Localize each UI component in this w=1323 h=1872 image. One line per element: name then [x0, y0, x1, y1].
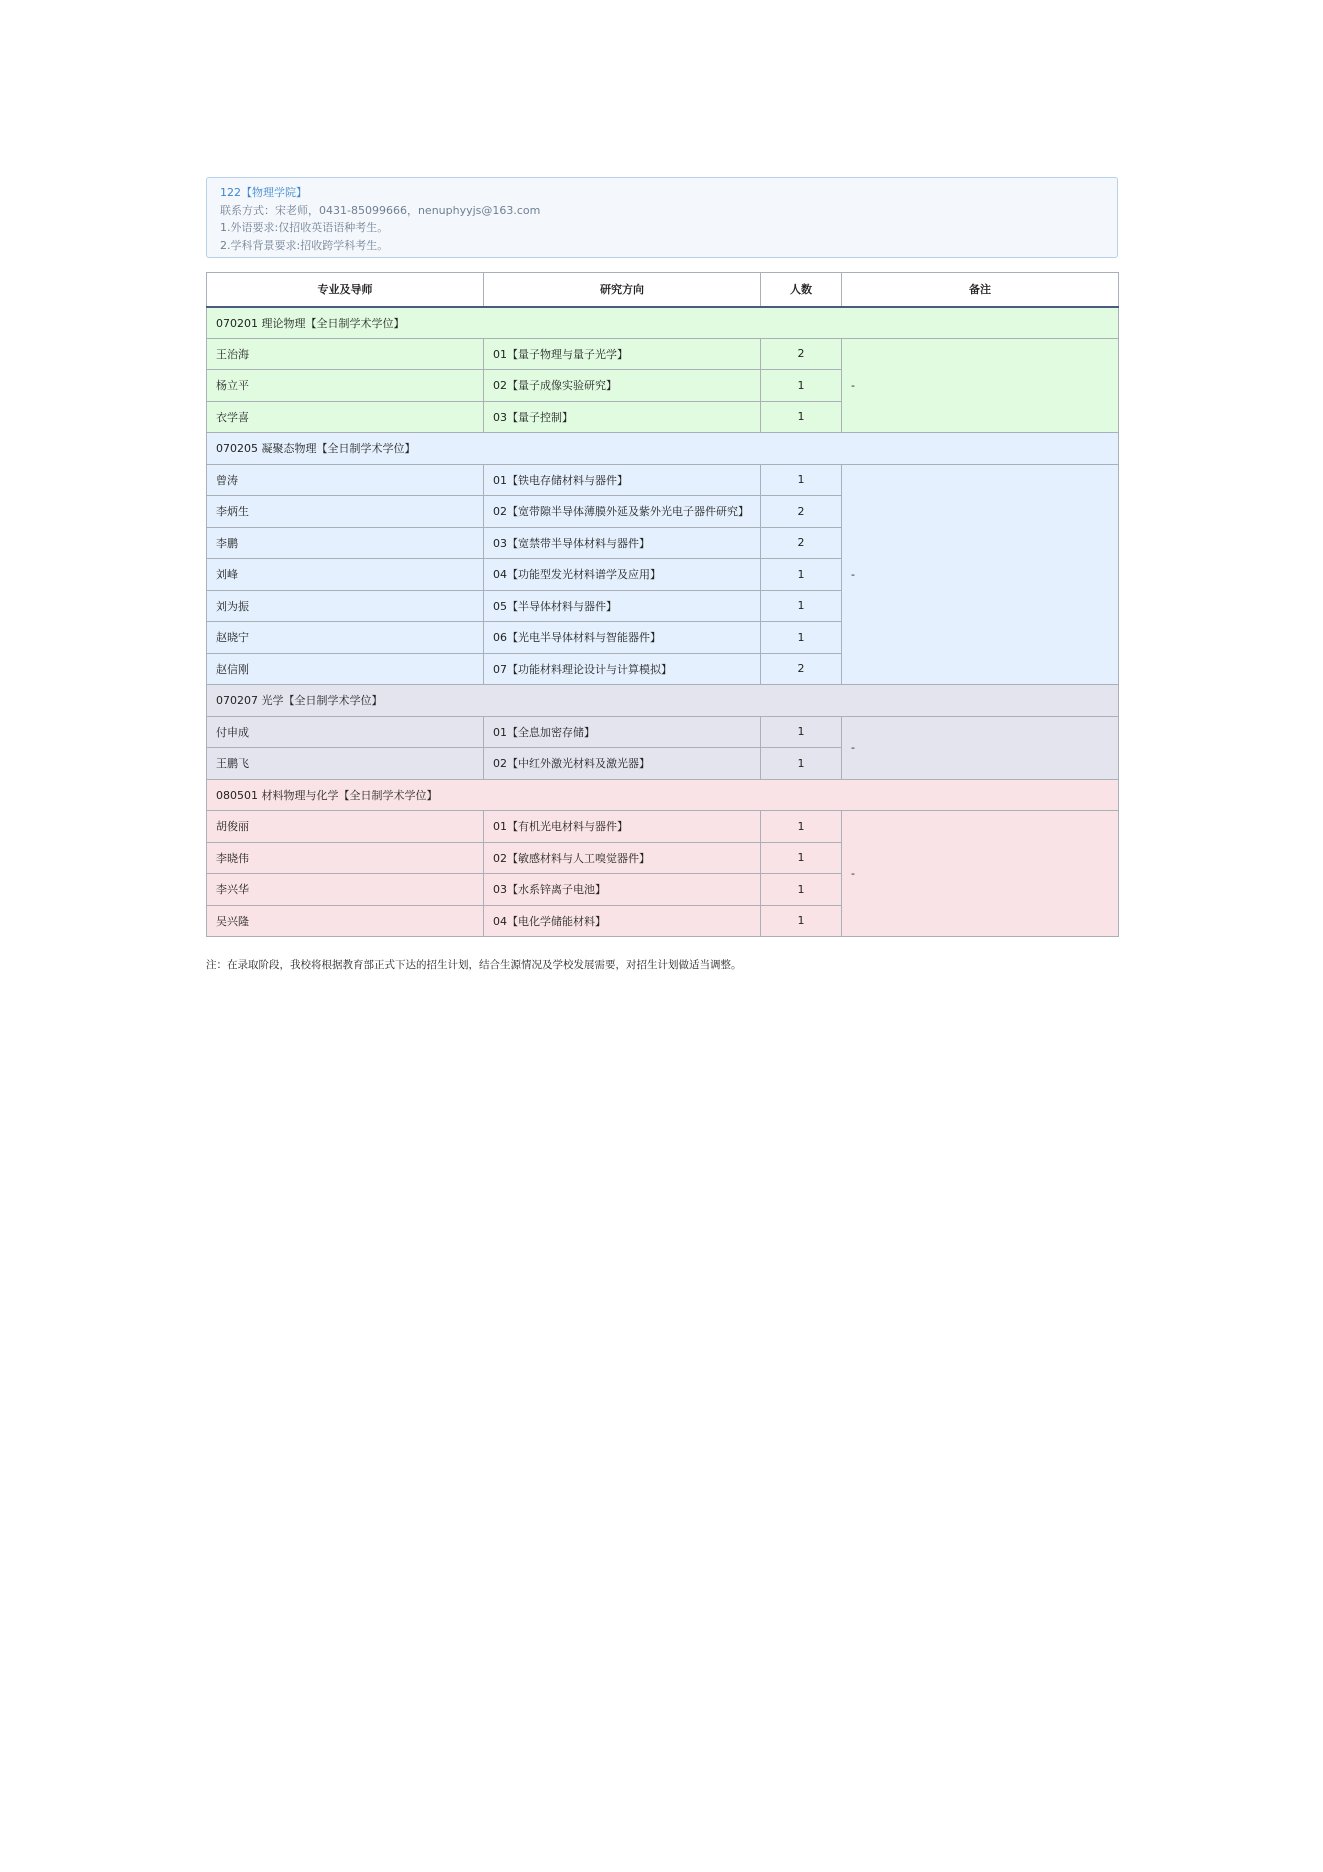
- department-info-box: [206, 177, 1118, 258]
- header-research-direction: 研究方向: [484, 273, 761, 307]
- research-direction: 02【敏感材料与人工嗅觉器件】: [484, 842, 761, 874]
- research-direction: 03【量子控制】: [484, 401, 761, 433]
- header-remark: 备注: [842, 273, 1119, 307]
- advisor-name: 王鹏飞: [207, 748, 484, 780]
- department-name: 122【物理学院】: [220, 186, 307, 199]
- enroll-count: 1: [761, 590, 842, 622]
- major-title: 070207 光学【全日制学术学位】: [207, 685, 1119, 717]
- enroll-count: 2: [761, 653, 842, 685]
- enroll-count: 1: [761, 622, 842, 654]
- research-direction: 03【宽禁带半导体材料与器件】: [484, 527, 761, 559]
- research-direction: 02【量子成像实验研究】: [484, 370, 761, 402]
- enroll-count: 1: [761, 874, 842, 906]
- table-header-row: [207, 273, 1119, 307]
- research-direction: 01【铁电存储材料与器件】: [484, 464, 761, 496]
- advisor-name: 王治海: [207, 338, 484, 370]
- footnote: 注：在录取阶段，我校将根据教育部正式下达的招生计划，结合生源情况及学校发展需要，对招生计划做适当调整。: [206, 959, 742, 971]
- research-direction: 01【量子物理与量子光学】: [484, 338, 761, 370]
- remark-cell: -: [842, 464, 1119, 685]
- enroll-count: 1: [761, 716, 842, 748]
- enroll-count: 1: [761, 464, 842, 496]
- advisor-name: 曾涛: [207, 464, 484, 496]
- enroll-count: 2: [761, 496, 842, 528]
- enroll-count: 1: [761, 559, 842, 591]
- advisor-name: 李炳生: [207, 496, 484, 528]
- major-title: 080501 材料物理与化学【全日制学术学位】: [207, 779, 1119, 811]
- background-requirement: 2.学科背景要求:招收跨学科考生。: [220, 238, 389, 252]
- enroll-count: 1: [761, 370, 842, 402]
- language-requirement: 1.外语要求:仅招收英语语种考生。: [220, 221, 389, 234]
- advisor-name: 刘为振: [207, 590, 484, 622]
- enroll-count: 1: [761, 811, 842, 843]
- enroll-count: 1: [761, 401, 842, 433]
- advisor-name: 衣学喜: [207, 401, 484, 433]
- major-title: 070201 理论物理【全日制学术学位】: [207, 307, 1119, 339]
- table-row: [207, 464, 1119, 496]
- research-direction: 06【光电半导体材料与智能器件】: [484, 622, 761, 654]
- research-direction: 07【功能材料理论设计与计算模拟】: [484, 653, 761, 685]
- research-direction: 02【中红外激光材料及激光器】: [484, 748, 761, 780]
- advisor-name: 胡俊丽: [207, 811, 484, 843]
- remark-cell: -: [842, 716, 1119, 779]
- major-group-row: [207, 779, 1119, 811]
- advisor-name: 李晓伟: [207, 842, 484, 874]
- enroll-count: 1: [761, 905, 842, 937]
- advisor-name: 李兴华: [207, 874, 484, 906]
- research-direction: 01【有机光电材料与器件】: [484, 811, 761, 843]
- remark-cell: -: [842, 811, 1119, 937]
- research-direction: 04【电化学储能材料】: [484, 905, 761, 937]
- enroll-count: 2: [761, 527, 842, 559]
- advisor-name: 吴兴隆: [207, 905, 484, 937]
- enroll-count: 2: [761, 338, 842, 370]
- header-major-advisor: 专业及导师: [207, 273, 484, 307]
- enrollment-plan-table: [206, 272, 1119, 937]
- enroll-count: 1: [761, 842, 842, 874]
- enroll-count: 1: [761, 748, 842, 780]
- major-group-row: [207, 685, 1119, 717]
- major-group-row: [207, 307, 1119, 339]
- table-row: [207, 338, 1119, 370]
- advisor-name: 赵信刚: [207, 653, 484, 685]
- advisor-name: 杨立平: [207, 370, 484, 402]
- research-direction: 01【全息加密存储】: [484, 716, 761, 748]
- advisor-name: 李鹏: [207, 527, 484, 559]
- header-count: 人数: [761, 273, 842, 307]
- contact-info: 联系方式：宋老师，0431-85099666，nenuphyyjs@163.com: [220, 203, 541, 217]
- major-title: 070205 凝聚态物理【全日制学术学位】: [207, 433, 1119, 465]
- advisor-name: 赵晓宁: [207, 622, 484, 654]
- table-row: [207, 716, 1119, 748]
- research-direction: 03【水系锌离子电池】: [484, 874, 761, 906]
- research-direction: 05【半导体材料与器件】: [484, 590, 761, 622]
- table-row: [207, 811, 1119, 843]
- remark-cell: -: [842, 338, 1119, 433]
- advisor-name: 付申成: [207, 716, 484, 748]
- advisor-name: 刘峰: [207, 559, 484, 591]
- major-group-row: [207, 433, 1119, 465]
- research-direction: 04【功能型发光材料谱学及应用】: [484, 559, 761, 591]
- research-direction: 02【宽带隙半导体薄膜外延及紫外光电子器件研究】: [484, 496, 761, 528]
